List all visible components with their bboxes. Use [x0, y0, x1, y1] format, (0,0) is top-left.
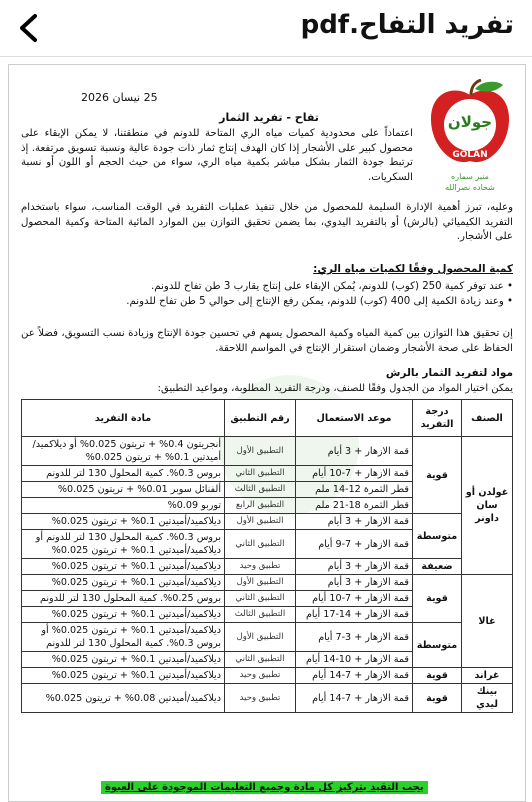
table-cell: التطبيق الرابع	[225, 498, 296, 514]
table-cell: ألفنائل سوبر 0.01% + تريتون 0.025%	[22, 482, 225, 498]
table-cell: قمة الازهار + 3 أيام	[296, 575, 413, 591]
table-row	[22, 514, 513, 530]
table-cell: التطبيق الأول	[225, 437, 296, 466]
table-cell: ديلاكميد/أميدتين 0.1% + تريتون 0.025%	[22, 607, 225, 623]
col-grade: درجة التفريد	[413, 400, 462, 437]
variety-pink-lady: بينك ليدي	[462, 684, 513, 713]
grade-weak: ضعيفة	[413, 559, 462, 575]
col-timing: موعد الاستعمال	[296, 400, 413, 437]
paragraph-1: اعتماداً على محدودية كميات مياه الري المتاحة للدونم في منطقتنا، لا يمكن الإبقاء على محصول كبير على الأشجار إذا كان الهدف إنتاج ثمار ذات جودة عالية ونسبة تسويق مرتفعة. إذ ترتبط جودة الثمار بشكل مباشر بكمية مياه الري، سواء من حيث الحجم أو اللون أو نسبة السكريات.	[21, 128, 413, 183]
footer-warning: يجب التقيد بتركيز كل مادة وجميع التعليمات الموجودة على العبوة	[101, 781, 428, 794]
bullet-item: • عند توفر كمية 250 (كوب) للدونم، يُمكن الإبقاء على إنتاج يقارب 3 طن تفاح للدونم.	[151, 281, 513, 292]
table-cell: بروس 0.25%. كمية المحلول 130 لتر للدونم	[22, 591, 225, 607]
bullet-list	[21, 279, 513, 309]
table-cell: ديلاكميد/أميدتين 0.1% + تريتون 0.025%	[22, 559, 225, 575]
table-cell: تطبيق وحيد	[225, 668, 296, 684]
thinning-table	[21, 399, 513, 713]
section-heading-materials: مواد لتفريد الثمار بالرش	[385, 367, 513, 379]
table-cell: قمة الازهار + 7-14 أيام	[296, 684, 413, 713]
table-cell: التطبيق الأول	[225, 514, 296, 530]
name-2: شحاده نصرالله	[445, 183, 495, 192]
grade-strong: قوية	[413, 668, 462, 684]
table-cell: ديلاكميد/أميدتين 0.1% + تريتون 0.025%	[22, 514, 225, 530]
bullet-text: وعند زيادة الكمية إلى 400 (كوب) للدونم، يمكن رفع الإنتاج إلى حوالي 5 طن تفاح للدونم.	[126, 296, 504, 307]
section-heading-yield: كمية المحصول وفقًا لكميات مياه الري:	[313, 263, 513, 275]
variety-gala: غالا	[462, 575, 513, 668]
table-cell: أنجريتون 0.4% + تريتون 0.025% أو ديلاكميد/أميدتين 0.1% + تريتون 0.025%	[22, 437, 225, 466]
back-button[interactable]	[8, 8, 48, 48]
table-cell: قمة الازهار + 10-14 أيام	[296, 652, 413, 668]
table-intro: يمكن اختيار المواد من الجدول وفقًا للصنف، ودرجة التفريد المطلوبة، ومواعيد التطبيق:	[157, 383, 513, 394]
grade-strong: قوية	[413, 684, 462, 713]
table-cell: بروس 0.3%. كمية المحلول 130 لتر للدونم أو ديلاكميد/أميدتين 0.1% + تريتون 0.025%	[22, 530, 225, 559]
table-header-row	[22, 400, 513, 437]
paragraph-3: إن تحقيق هذا التوازن بين كمية المياه وكمية المحصول يسهم في تحسين جودة الإنتاج وزيادة نسب التسويق، فضلاً عن الحفاظ على صحة الأشجار وضمان استقرار الإنتاج في المواسم اللاحقة.	[21, 328, 513, 354]
table-row	[22, 437, 513, 466]
page-title: تفاح - تفريد الثمار	[219, 111, 319, 124]
top-bar	[0, 0, 532, 57]
table-row	[22, 559, 513, 575]
logo-brand-latin: GOLAN	[452, 150, 488, 160]
table-cell: قطر الثمرة 12-14 ملم	[296, 482, 413, 498]
grade-medium: متوسطة	[413, 514, 462, 559]
table-cell: قمة الازهار + 3 أيام	[296, 559, 413, 575]
table-cell: قمة الازهار + 14-17 أيام	[296, 607, 413, 623]
pdf-page[interactable]	[8, 64, 526, 802]
table-cell: التطبيق الثاني	[225, 466, 296, 482]
bullet-text: عند توفر كمية 250 (كوب) للدونم، يُمكن الإبقاء على إنتاج يقارب 3 طن تفاح للدونم.	[151, 281, 504, 292]
table-cell: التطبيق الثاني	[225, 530, 296, 559]
table-cell: التطبيق الأول	[225, 623, 296, 652]
table-cell: تطبيق وحيد	[225, 684, 296, 713]
paragraph-2: وعليه، تبرز أهمية الإدارة السليمة للمحصول من خلال تنفيذ عمليات التفريد في الوقت المناسب، سواء باستخدام التفريد الكيميائي (بالرش) أو بالتفريد اليدوي، بما يضمن تحقيق التوازن بين الموارد المائية المتاحة وكمية المحصول على الأشجار.	[21, 202, 513, 242]
document-date: 25 نيسان 2026	[81, 91, 158, 104]
bullet-item: • وعند زيادة الكمية إلى 400 (كوب) للدونم، يمكن رفع الإنتاج إلى حوالي 5 طن تفاح للدونم.	[126, 296, 513, 307]
table-row	[22, 684, 513, 713]
table-cell: تطبيق وحيد	[225, 559, 296, 575]
table-cell: ديلاكميد/أميدتين 0.1% + تريتون 0.025%	[22, 575, 225, 591]
table-cell: قمة الازهار + 7-10 أيام	[296, 591, 413, 607]
grade-medium: متوسطة	[413, 623, 462, 668]
logo-names	[425, 171, 515, 193]
grade-strong: قوية	[413, 437, 462, 514]
table-cell: قمة الازهار + 3-7 أيام	[296, 623, 413, 652]
table-row	[22, 623, 513, 652]
grade-strong: قوية	[413, 575, 462, 623]
golan-logo	[425, 79, 515, 199]
table-cell: التطبيق الأول	[225, 575, 296, 591]
table-cell: ديلاكميد/أميدتين 0.08% + تريتون 0.025%	[22, 684, 225, 713]
table-cell: التطبيق الثالث	[225, 482, 296, 498]
table-cell: قمة الازهار + 7-14 أيام	[296, 668, 413, 684]
col-material: مادة التفريد	[22, 400, 225, 437]
col-application: رقم التطبيق	[225, 400, 296, 437]
logo-tagline: Orchard Advisory & Researches	[430, 163, 510, 169]
table-cell: ديلاكميد/أميدتين 0.1% + تريتون 0.025% أو بروس 0.3%. كمية المحلول 130 لتر للدونم	[22, 623, 225, 652]
apple-logo-icon	[425, 79, 515, 171]
variety-golden: غولدن أو سان داونر	[462, 437, 513, 575]
document-title: تفريد التفاح.pdf	[300, 10, 514, 40]
table-cell: توربو 0.09%	[22, 498, 225, 514]
table-cell: قمة الازهار + 3 أيام	[296, 437, 413, 466]
table-cell: بروس 0.3%. كمية المحلول 130 لتر للدونم	[22, 466, 225, 482]
table-cell: التطبيق الثالث	[225, 607, 296, 623]
chevron-left-icon	[17, 13, 39, 43]
table-cell: قمة الازهار + 7-9 أيام	[296, 530, 413, 559]
table-cell: قطر الثمرة 18-21 ملم	[296, 498, 413, 514]
table-cell: التطبيق الثاني	[225, 591, 296, 607]
col-variety: الصنف	[462, 400, 513, 437]
table-cell: التطبيق الثاني	[225, 652, 296, 668]
table-cell: قمة الازهار + 3 أيام	[296, 514, 413, 530]
variety-granny: غراند	[462, 668, 513, 684]
table-row	[22, 575, 513, 591]
logo-brand: جولان	[447, 113, 493, 131]
table-row	[22, 668, 513, 684]
table-cell: ديلاكميد/أميدتين 0.1% + تريتون 0.025%	[22, 668, 225, 684]
table-cell: ديلاكميد/أميدتين 0.1% + تريتون 0.025%	[22, 652, 225, 668]
table-cell: قمة الازهار + 7-10 أيام	[296, 466, 413, 482]
name-1: منير سماره	[451, 172, 489, 181]
